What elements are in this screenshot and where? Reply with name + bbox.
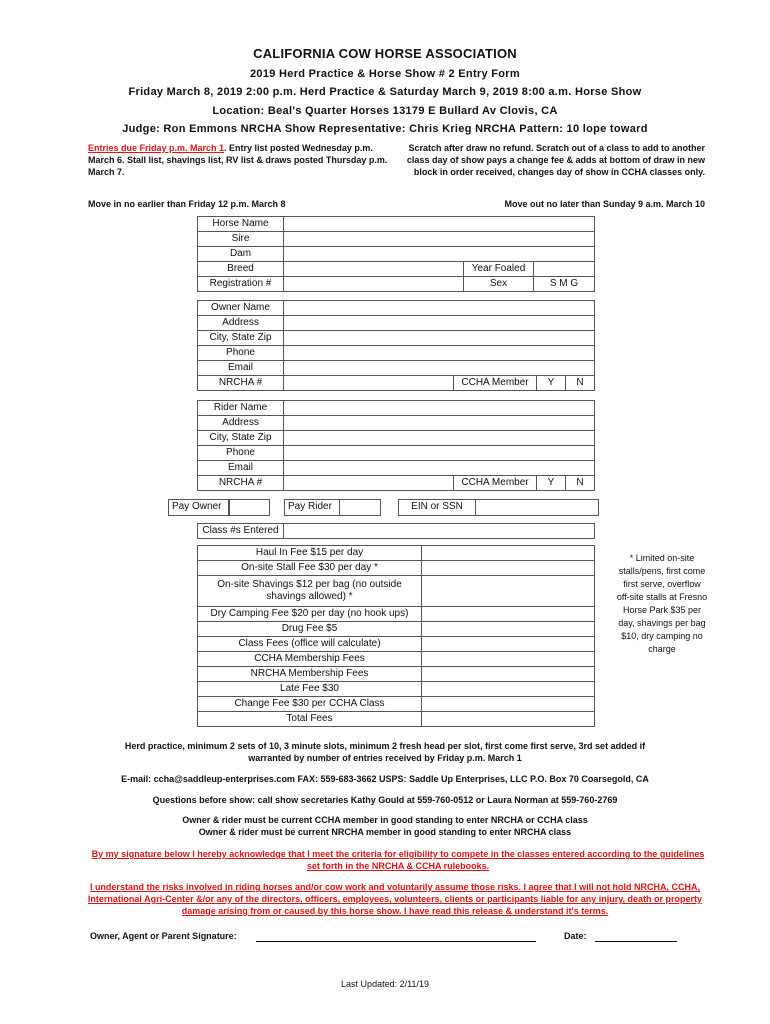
date-field[interactable] xyxy=(595,941,677,942)
owner-phone-label: Phone xyxy=(198,346,284,361)
sex-options[interactable]: S M G xyxy=(534,277,595,292)
judge-line: Judge: Ron Emmons NRCHA Show Representative: Chris Krieg NRCHA Pattern: 10 lope toward xyxy=(122,123,648,135)
registration-label: Registration # xyxy=(198,277,284,292)
date-label: Date: xyxy=(564,931,587,941)
breed-label: Breed xyxy=(198,262,284,277)
dam-label: Dam xyxy=(198,247,284,262)
owner-email-field[interactable] xyxy=(284,361,595,376)
year-foaled-label: Year Foaled xyxy=(464,262,534,277)
fee-total-label: Total Fees xyxy=(198,712,422,727)
form-subtitle: 2019 Herd Practice & Horse Show # 2 Entry Form xyxy=(250,68,520,80)
ein-ssn-field[interactable] xyxy=(475,499,599,516)
scratch-note: Scratch after draw no refund. Scratch out of a class to add to another class day of show pays a change fee & adds at bottom of draw in new block in order received, changes day of show in CCHA classes only. xyxy=(406,143,705,177)
risk-release: I understand the risks involved in riding horses and/or cow work and voluntarily assume those risks. I agree that I will not hold NRCHA, CCHA, International Agri-Center &/or any of the directors, officers, employees, volunteers, clients or participants liable for any injury, death or property damage arising from or caused by this horse show. I have read this release & understand it's terms. xyxy=(87,882,703,916)
owner-ccha-yes[interactable]: Y xyxy=(537,376,566,391)
owner-name-field[interactable] xyxy=(284,301,595,316)
sex-label: Sex xyxy=(464,277,534,292)
fee-total-field[interactable] xyxy=(422,712,595,727)
rider-address-label: Address xyxy=(198,416,284,431)
horse-name-field[interactable] xyxy=(284,217,595,232)
event-dates: Friday March 8, 2019 2:00 p.m. Herd Practice & Saturday March 9, 2019 8:00 a.m. Horse Show xyxy=(128,86,642,98)
rider-table xyxy=(197,400,595,491)
rider-city-label: City, State Zip xyxy=(198,431,284,446)
registration-field[interactable] xyxy=(284,277,464,292)
form-title: CALIFORNIA COW HORSE ASSOCIATION xyxy=(253,46,517,61)
owner-table xyxy=(197,300,595,391)
fee-drug-label: Drug Fee $5 xyxy=(198,622,422,637)
fees-table xyxy=(197,545,595,727)
class-table xyxy=(197,523,595,539)
pay-owner-checkbox[interactable] xyxy=(228,499,270,516)
owner-address-field[interactable] xyxy=(284,316,595,331)
owner-email-label: Email xyxy=(198,361,284,376)
owner-ccha-no[interactable]: N xyxy=(566,376,595,391)
fee-shavings-field[interactable] xyxy=(422,576,595,607)
ccha-requirement: Owner & rider must be current CCHA member in good standing to enter NRCHA or CCHA class xyxy=(182,815,588,825)
fee-class-field[interactable] xyxy=(422,637,595,652)
signature-label: Owner, Agent or Parent Signature: xyxy=(90,931,237,941)
fee-ccha-membership-label: CCHA Membership Fees xyxy=(198,652,422,667)
fee-nrcha-membership-label: NRCHA Membership Fees xyxy=(198,667,422,682)
fee-late-field[interactable] xyxy=(422,682,595,697)
ein-ssn-label: EIN or SSN xyxy=(398,499,476,516)
signature-field[interactable] xyxy=(256,941,536,942)
fee-shavings-label: On-site Shavings $12 per bag (no outside shavings allowed) * xyxy=(198,576,422,607)
rider-name-label: Rider Name xyxy=(198,401,284,416)
fee-change-label: Change Fee $30 per CCHA Class xyxy=(198,697,422,712)
fee-haul-in-label: Haul In Fee $15 per day xyxy=(198,546,422,561)
rider-city-field[interactable] xyxy=(284,431,595,446)
owner-phone-field[interactable] xyxy=(284,346,595,361)
last-updated: Last Updated: 2/11/19 xyxy=(341,979,429,989)
fee-stall-label: On-site Stall Fee $30 per day * xyxy=(198,561,422,576)
fee-drug-field[interactable] xyxy=(422,622,595,637)
pay-rider-label: Pay Rider xyxy=(284,499,340,516)
move-out-note: Move out no later than Sunday 9 a.m. March 10 xyxy=(504,199,705,209)
move-in-note: Move in no earlier than Friday 12 p.m. March 8 xyxy=(88,199,286,209)
year-foaled-field[interactable] xyxy=(534,262,595,277)
rider-phone-field[interactable] xyxy=(284,446,595,461)
owner-nrcha-field[interactable] xyxy=(284,376,454,391)
sire-label: Sire xyxy=(198,232,284,247)
pay-owner-label: Pay Owner xyxy=(168,499,230,516)
horse-name-label: Horse Name xyxy=(198,217,284,232)
owner-ccha-label: CCHA Member xyxy=(454,376,537,391)
class-entered-label: Class #s Entered xyxy=(198,524,284,539)
rider-ccha-yes[interactable]: Y xyxy=(537,476,566,491)
breed-field[interactable] xyxy=(284,262,464,277)
fee-late-label: Late Fee $30 xyxy=(198,682,422,697)
fee-haul-in-field[interactable] xyxy=(422,546,595,561)
owner-address-label: Address xyxy=(198,316,284,331)
pay-rider-checkbox[interactable] xyxy=(339,499,381,516)
owner-city-field[interactable] xyxy=(284,331,595,346)
questions-line: Questions before show: call show secretaries Kathy Gould at 559-760-0512 or Laura Norman at 559-760-2769 xyxy=(152,795,618,805)
contact-line: E-mail: ccha@saddleup-enterprises.com FAX: 559-683-3662 USPS: Saddle Up Enterprises, LLC P.O. Box 70 Coarsegold, CA xyxy=(121,774,649,784)
dam-field[interactable] xyxy=(284,247,595,262)
rider-email-field[interactable] xyxy=(284,461,595,476)
owner-name-label: Owner Name xyxy=(198,301,284,316)
class-entered-field[interactable] xyxy=(284,524,595,539)
owner-nrcha-label: NRCHA # xyxy=(198,376,284,391)
rider-nrcha-label: NRCHA # xyxy=(198,476,284,491)
event-location: Location: Beal's Quarter Horses 13179 E Bullard Av Clovis, CA xyxy=(212,105,558,117)
rider-address-field[interactable] xyxy=(284,416,595,431)
rider-phone-label: Phone xyxy=(198,446,284,461)
nrcha-requirement: Owner & rider must be current NRCHA member in good standing to enter NRCHA class xyxy=(198,827,572,837)
herd-practice-note: Herd practice, minimum 2 sets of 10, 3 minute slots, minimum 2 fresh head per slot, first come first serve, 3rd set added if warranted by number of entries received by Friday p.m. March 1 xyxy=(124,741,646,763)
entries-note xyxy=(88,142,388,178)
fee-class-label: Class Fees (office will calculate) xyxy=(198,637,422,652)
acknowledgement: By my signature below I hereby acknowledge that I meet the criteria for eligibility to compete in the classes entered according to the guidelines set forth in the NRCHA & CCHA rulebooks. xyxy=(91,849,705,871)
rider-nrcha-field[interactable] xyxy=(284,476,454,491)
stall-side-note: * Limited on-site stalls/pens, first come first serve, overflow off-site stalls at Fresno Horse Park $35 per day, shavings per bag $10, dry camping no charge xyxy=(616,553,708,654)
fee-ccha-membership-field[interactable] xyxy=(422,652,595,667)
entries-note-text: . Entry list posted Wednesday p.m. March 6. Stall list, shavings list, RV list & draws posted Thursday p.m. March 7. xyxy=(88,143,388,177)
sire-field[interactable] xyxy=(284,232,595,247)
horse-table xyxy=(197,216,595,292)
fee-camping-field[interactable] xyxy=(422,607,595,622)
fee-stall-field[interactable] xyxy=(422,561,595,576)
rider-email-label: Email xyxy=(198,461,284,476)
fee-change-field[interactable] xyxy=(422,697,595,712)
entries-due: Entries due Friday p.m. March 1 xyxy=(88,143,225,153)
fee-camping-label: Dry Camping Fee $20 per day (no hook ups) xyxy=(198,607,422,622)
rider-ccha-label: CCHA Member xyxy=(454,476,537,491)
rider-name-field[interactable] xyxy=(284,401,595,416)
owner-city-label: City, State Zip xyxy=(198,331,284,346)
fee-nrcha-membership-field[interactable] xyxy=(422,667,595,682)
rider-ccha-no[interactable]: N xyxy=(566,476,595,491)
